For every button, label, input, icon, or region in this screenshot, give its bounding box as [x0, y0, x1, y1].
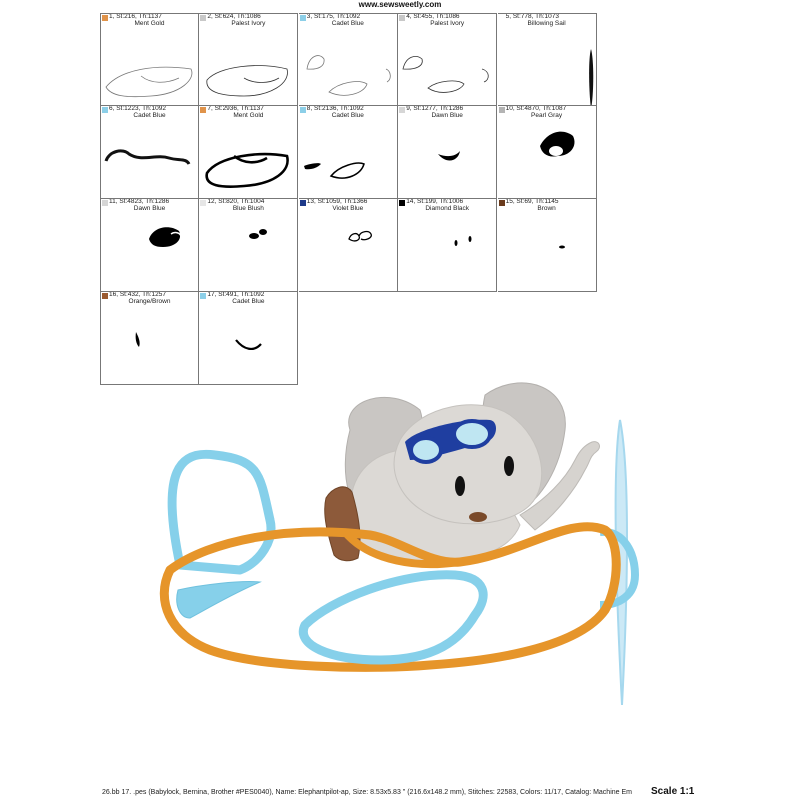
- color-cell: [100, 106, 199, 199]
- cell-thread-name: Palest Ivory: [231, 20, 266, 27]
- cell-thread-name: Blue Blush: [232, 205, 264, 212]
- color-cell: [398, 13, 497, 106]
- cell-stitch-preview: [199, 14, 298, 106]
- design-info-footer: 26.bb 17. .pes (Babylock, Bernina, Brother #PES0040), Name: Elephantpilot-ap, Size: 8.53x5.83 " (216.6x148.2 mm), Stitches: 22583, Colors: 11/17, Catalog: Machine Em: [102, 789, 632, 796]
- elephant-nose: [469, 512, 487, 522]
- cell-thread-name: Diamond Black: [425, 205, 470, 212]
- color-cell: [498, 199, 597, 292]
- elephant-pilot-airplane-design: [100, 300, 700, 780]
- color-cell: [299, 13, 398, 106]
- color-cell: [199, 106, 298, 199]
- cell-stitch-preview: [101, 14, 199, 106]
- color-cell: [299, 199, 398, 292]
- cell-stitch-info: 9, St:1277, Th:1286: [406, 106, 464, 112]
- cell-stitch-preview: [398, 199, 497, 292]
- cell-thread-name: Dawn Blue: [133, 205, 166, 212]
- cell-stitch-preview: [498, 199, 597, 292]
- cell-stitch-info: 6, St:1223, Th:1092: [109, 106, 166, 112]
- color-cell: [100, 199, 199, 292]
- cell-stitch-preview: [199, 199, 298, 292]
- cell-stitch-info: 4, St:455, Th:1086: [406, 13, 460, 20]
- cell-stitch-info: 15, St:69, Th:1145: [505, 199, 559, 205]
- elephant-left-eye: [455, 476, 465, 496]
- cell-stitch-preview: [398, 14, 497, 106]
- cell-stitch-preview: [101, 106, 199, 199]
- cell-stitch-info: 13, St:1059, Th:1366: [306, 199, 368, 205]
- cell-stitch-info: 11, St:4823, Th:1286: [109, 199, 170, 205]
- scale-label: Scale 1:1: [651, 786, 695, 797]
- cell-thread-name: Dawn Blue: [431, 112, 463, 119]
- tail-fin-outline: [172, 454, 271, 570]
- cell-stitch-info: 10, St:4870, Th:1087: [505, 106, 567, 112]
- cell-thread-name: Cadet Blue: [232, 298, 265, 305]
- color-cell: [299, 106, 398, 199]
- cell-stitch-info: 1, St:216, Th:1137: [109, 13, 162, 20]
- cell-thread-name: Billowing Sail: [527, 20, 566, 27]
- cell-thread-name: Palest Ivory: [430, 20, 465, 27]
- cell-stitch-preview: [299, 106, 398, 199]
- tail-stabilizer: [177, 582, 260, 618]
- cell-thread-name: Ment Gold: [134, 20, 165, 27]
- cell-stitch-info: 3, St:175, Th:1092: [306, 13, 361, 20]
- cell-stitch-info: 5, St:778, Th:1073: [505, 13, 559, 20]
- cell-stitch-preview: [498, 106, 597, 199]
- color-cell: [398, 106, 497, 199]
- cell-thread-name: Orange/Brown: [128, 298, 171, 305]
- cell-thread-name: Brown: [537, 205, 556, 212]
- color-cell: [100, 13, 199, 106]
- cell-stitch-info: 7, St:2936, Th:1137: [207, 106, 264, 112]
- cell-thread-name: Cadet Blue: [331, 112, 364, 119]
- cell-stitch-preview: [199, 106, 298, 199]
- site-url: www.sewsweetly.com: [358, 0, 442, 9]
- cell-stitch-info: 16, St:432, Th:1257: [109, 292, 166, 298]
- color-cell: [199, 13, 298, 106]
- cell-thread-name: Cadet Blue: [133, 112, 166, 119]
- color-cell: [199, 199, 298, 292]
- cell-thread-name: Pearl Gray: [531, 112, 563, 119]
- elephant-right-eye: [504, 456, 514, 476]
- cell-stitch-preview: [398, 106, 497, 199]
- cell-stitch-info: 8, St:2136, Th:1092: [306, 106, 364, 112]
- color-cell: [498, 106, 597, 199]
- color-cell: [498, 13, 597, 106]
- cell-stitch-preview: [299, 14, 398, 106]
- cell-stitch-preview: [498, 14, 597, 106]
- airplane-wing-outline: [303, 575, 483, 660]
- cell-stitch-preview: [101, 199, 199, 292]
- cell-stitch-info: 14, St:199, Th:1006: [406, 199, 464, 205]
- cell-stitch-info: 12, St:820, Th:1004: [207, 199, 265, 205]
- color-sequence-grid: [100, 13, 597, 305]
- cell-stitch-info: 17, St:491, Th:1092: [207, 292, 265, 298]
- cell-stitch-preview: [299, 199, 398, 292]
- cell-thread-name: Cadet Blue: [331, 20, 364, 27]
- cell-thread-name: Ment Gold: [233, 112, 264, 119]
- color-cell: [398, 199, 497, 292]
- cell-thread-name: Violet Blue: [332, 205, 364, 212]
- cell-stitch-info: 2, St:624, Th:1086: [207, 13, 261, 20]
